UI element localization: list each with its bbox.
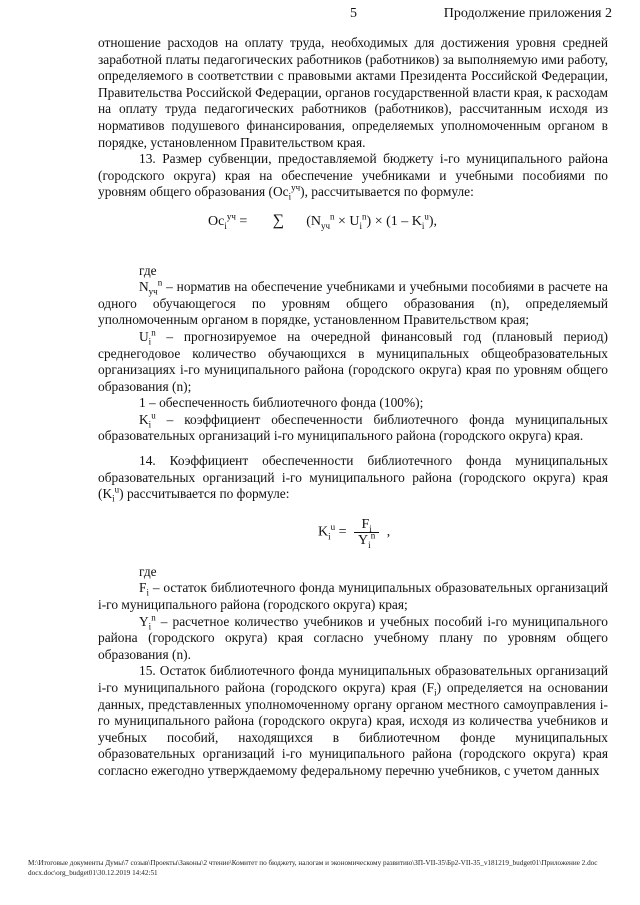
where-label-1: где bbox=[139, 262, 157, 278]
summation-sign: ∑ bbox=[272, 211, 285, 229]
paragraph-13: 13. Размер субвенции, предоставляемой бюджету i-го муниципального района (городского округа) края на обеспечение учебниками и учебными пособиями по уровням общего образования $(Oc_i^{уч})$, рассчитывается по формуле: bbox=[98, 151, 608, 203]
definition-n: $N_{уч}^n$ – норматив на обеспечение учебниками и учебными пособиями в расчете на одного обучающегося по уровням общего образования (n), определяемый уполномоченным органом в порядке, установленном Правительством края; bbox=[98, 277, 608, 328]
paragraph-15: 15. Остаток библиотечного фонда муниципальных образовательных организаций i-го муниципального района (городского округа) края $(F_i)$ определяется на основании данных, представленных уполномоченному органу органом местного самоуправления i-го муниципального района (городского округа) края, исходя из количества учебников и учебных пособий, находящихся в библиотечном фонде муниципальных образовательных организаций i-го муниципального района (городского округа) края согласно ежегодно утверждаемому федеральному перечню учебников, с учетом данных bbox=[98, 663, 608, 778]
file-path-footer: M:\Итоговые документы Думы\7 созыв\Проекты\Законы\2 чтение\Комитет по бюджету, налогам и экономическому развитию\ЗП-VII-35\Бр2-VII-35_v181219_budget01\Приложение 2.doc docx.doc\org_budget01\30.12.2019 14:42:51 bbox=[28, 859, 598, 877]
definition-u: $U_i^n$ – прогнозируемое на очередной финансовый год (плановый период) среднегодовое количество обучающихся в муниципальных общеобразовательных организациях i-го муниципального района (городского округа) края по уровням общего образования (n); bbox=[98, 327, 608, 394]
definition-f: $F_i$ – остаток библиотечного фонда муниципальных образовательных организаций i-го муниципального района (городского округа) края; bbox=[98, 580, 608, 613]
appendix-continuation-note: Продолжение приложения 2 bbox=[443, 6, 612, 21]
definition-k: $K_i^u$ – коэффициент обеспеченности библиотечного фонда муниципальных образовательных организаций i-го муниципального района (городского округа) края. bbox=[98, 410, 608, 444]
page-number: 5 bbox=[350, 6, 357, 21]
formula-subvention: $Oc_i^{уч}$ = ∑ $(N_{уч}^n \times U_i^n) \times (1 - K_i^u)$, bbox=[208, 211, 438, 231]
definition-one: 1 – обеспеченность библиотечного фонда (100%); bbox=[139, 395, 424, 411]
document-body bbox=[98, 35, 608, 780]
paragraph-continuation: отношение расходов на оплату труда, необходимых для достижения уровня средней заработной платы педагогических работников (работников) за выполняемую ими работу, определяемого в соответствии с правовыми актами Президента Российской Федерации, Правительства Российской Федерации, органов государственной власти края, к расходам на оплату труда педагогических работников (работников), рассчитанным исходя из нормативов подушевого финансирования, определяемых уполномоченным органом в порядке, установленном Правительством края. bbox=[98, 35, 608, 150]
where-label-2: где bbox=[139, 563, 157, 579]
paragraph-14: 14. Коэффициент обеспеченности библиотечного фонда муниципальных образовательных организаций i-го муниципального района (городского округа) края $(K_i^u)$ рассчитывается по формуле: bbox=[98, 453, 608, 504]
definition-y: $Y_i^n$ – расчетное количество учебников и учебных пособий i-го муниципального района (городского округа) края согласно учебному плану по уровням общего образования (n). bbox=[98, 612, 608, 662]
fraction: $\frac{F_i}{Y_i^n}$ bbox=[354, 517, 379, 548]
formula-coefficient: $K_i^u$ = $\frac{F_i}{Y_i^n}$ , bbox=[318, 516, 391, 550]
